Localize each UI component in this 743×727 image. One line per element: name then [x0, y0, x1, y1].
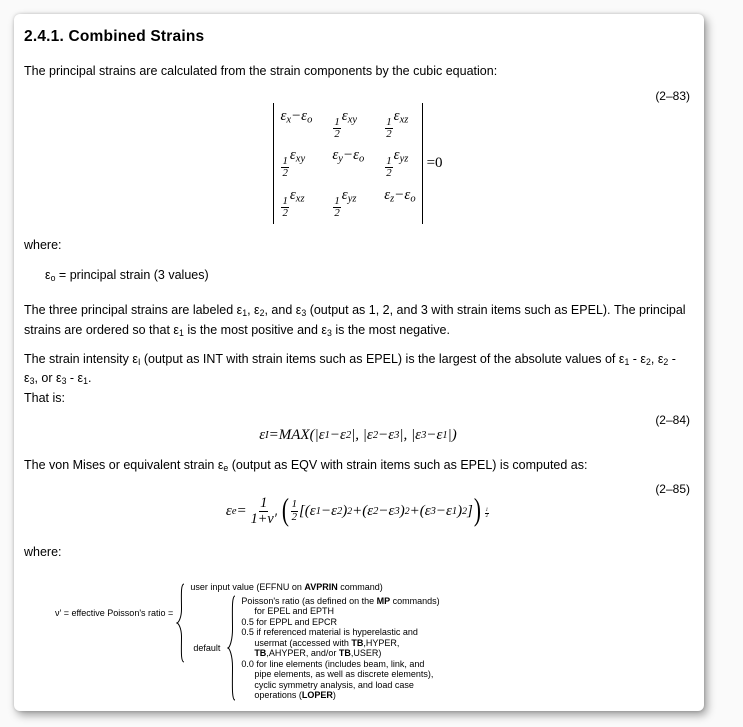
matrix-cell: $\frac{1}{2}$ $\varepsilon_{yz}$ — [334, 186, 357, 219]
default-option-line: cyclic symmetry analysis, and load case — [254, 679, 414, 690]
default-option-row — [190, 595, 439, 701]
default-option-line: TB,AHYPER, and/or TB,USER) — [254, 648, 382, 659]
user-input-option: user input value (EFFNU on AVPRIN command) — [190, 581, 383, 592]
equation-283-block — [24, 87, 692, 225]
equation-285-block — [24, 480, 692, 527]
matrix-cell: $\frac{1}{2}$ $\varepsilon_{xz}$ — [282, 186, 305, 219]
default-option-line: 0.0 for line elements (includes beam, link, and — [241, 658, 425, 669]
matrix-rhs: =0 — [426, 155, 443, 172]
default-option-line: Poisson's ratio (as defined on the MP commands) — [241, 595, 440, 606]
equation-number-283: (2–83) — [655, 88, 690, 103]
default-label: default — [193, 642, 221, 653]
default-option-line: 0.5 for EPPL and EPCR — [241, 616, 338, 627]
para-principal-strains: The three principal strains are labeled $\varepsilon_1$, $\varepsilon_2$, and $\varepsilon_3$ (output as 1, 2, and 3 with strain items such as EPEL). The principal strains are ordered so that $\varepsilon_1$ is the most positive and $\varepsilon_3$ is the most negative. — [24, 303, 686, 338]
default-option-item — [241, 617, 439, 628]
matrix-cell: $\varepsilon_x-\varepsilon_o$ — [280, 107, 313, 126]
default-option-line: pipe elements, as well as discrete elements), — [254, 669, 434, 680]
matrix-cell: $\varepsilon_y-\varepsilon_o$ — [332, 147, 365, 165]
equation-285-body: ε e = $\frac{1}{1+\nu'}$ ( $\frac{1}{2}$ [(ε 1 −ε 2 ) 2 +(ε 2 −ε 3 ) 2 +(ε 3 −ε 1 ) 2 ] ) $\frac{1}{2}$ — [225, 493, 489, 528]
default-option-line: operations (LOPER) — [254, 690, 336, 701]
para-intro: The principal strains are calculated from the strain components by the cubic equation: — [24, 64, 498, 78]
default-option-item — [241, 627, 439, 659]
effective-poisson-label: ν′ = effective Poisson's ratio = — [55, 607, 174, 618]
poisson-ratio-figure — [55, 581, 692, 702]
section-heading: 2.4.1. Combined Strains — [24, 28, 205, 45]
para-strain-intensity: The strain intensity $\varepsilon_I$ (output as INT with strain items such as EPEL) is the largest of the absolute values of $\varepsilon_1 - \varepsilon_2$, $\varepsilon_2 - \varepsilon_3$, or $\varepsilon_3 - \varepsilon_1$. That is: — [24, 352, 676, 405]
epsilon0-definition: $\varepsilon_o$ = principal strain (3 values) — [45, 268, 209, 284]
equation-284-block — [24, 411, 692, 444]
equation-number-285: (2–85) — [655, 481, 690, 496]
matrix-cell: $\frac{1}{2}$ $\varepsilon_{xy}$ — [282, 147, 306, 180]
default-option-item — [241, 596, 439, 617]
equation-283-body — [24, 87, 692, 225]
equation-284-body: ε I =MAX(|ε 1 −ε 2 |, |ε 2 −ε 3 |, |ε 3 −ε 1 |) — [259, 427, 457, 444]
default-option-line: for EPEL and EPTH — [254, 606, 335, 617]
where-label-2: where: — [24, 544, 62, 559]
where-label-1: where: — [24, 238, 62, 253]
determinant-matrix — [273, 103, 422, 225]
matrix-cell: $\varepsilon_z-\varepsilon_o$ — [384, 186, 416, 205]
matrix-cell: $\frac{1}{2}$ $\varepsilon_{yz}$ — [386, 147, 409, 180]
document-page — [14, 14, 704, 711]
poisson-options-column — [190, 581, 439, 702]
outer-brace — [176, 583, 185, 663]
para-von-mises: The von Mises or equivalent strain $\varepsilon_e$ (output as EQV with strain items such as EPEL) is computed as: — [24, 458, 588, 474]
default-items — [241, 596, 439, 701]
matrix-cell: $\frac{1}{2}$ $\varepsilon_{xz}$ — [386, 107, 409, 140]
inner-brace — [227, 595, 236, 701]
default-option-line: usermat (accessed with TB,HYPER, — [254, 637, 400, 648]
equation-number-284: (2–84) — [655, 413, 690, 428]
default-option-line: 0.5 if referenced material is hyperelastic and — [241, 627, 418, 638]
matrix-cell: $\frac{1}{2}$ $\varepsilon_{xy}$ — [334, 107, 358, 140]
default-option-item — [241, 659, 439, 701]
